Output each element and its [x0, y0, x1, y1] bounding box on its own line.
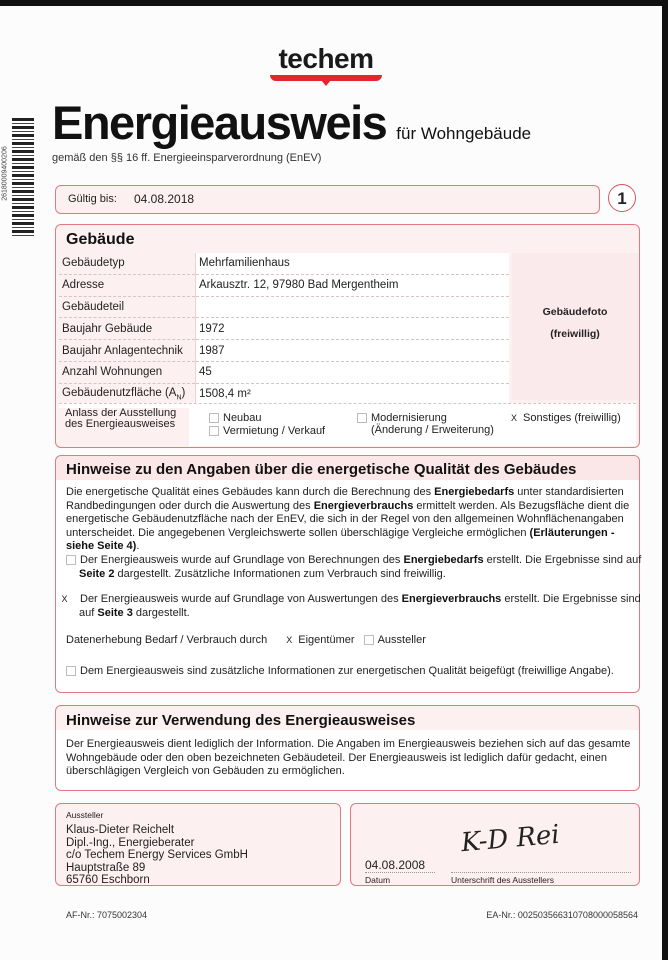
- text: erstellt. Die Ergebnisse sind auf: [79, 593, 641, 619]
- title-row: [52, 96, 531, 150]
- building-photo-placeholder: [512, 253, 638, 400]
- notes-heading: Hinweise zu den Angaben über die energetische Qualität des Gebäudes: [66, 461, 577, 478]
- checkbox-label: Sonstiges (freiwillig): [523, 412, 621, 424]
- table-row: [59, 340, 509, 362]
- checkbox-checked[interactable]: X: [510, 413, 517, 424]
- table-row: [59, 274, 509, 296]
- text: ermittelt werden. Als Bezugsfläche dient die energetische Gebäudenutzfläche nach der EnEV, die sich in der Regel von den allgemeinen Wohnflächenangaben unterscheidet. Die angegebenen Vergleichswerte sollen überschlägige Vergleiche ermöglichen: [66, 499, 630, 539]
- signature-box: [350, 803, 640, 886]
- validity-value: 04.08.2018: [134, 192, 195, 206]
- row-value: 45: [196, 361, 510, 383]
- bold-text: Seite 2: [79, 567, 115, 580]
- notes-intro: [66, 486, 631, 554]
- page-title: Energieausweis: [52, 96, 387, 149]
- validity-label: Gültig bis:: [68, 193, 117, 205]
- reason-label: [59, 408, 189, 446]
- row-label: Baujahr Gebäude: [59, 318, 196, 340]
- owner-option[interactable]: [284, 634, 354, 646]
- checkbox-label: Aussteller: [377, 634, 426, 646]
- row-label: Adresse: [59, 274, 196, 296]
- label-text: Gebäudenutzfläche (A: [62, 387, 177, 400]
- scan-border-right: [662, 0, 668, 960]
- option-consumption[interactable]: [61, 593, 644, 620]
- checkbox-label-2: (Änderung / Erweiterung): [371, 424, 494, 436]
- subtitle: gemäß den §§ 16 ff. Energieeinsparverordnung (EnEV): [52, 152, 322, 164]
- building-heading: Gebäude: [66, 231, 135, 248]
- photo-note: (freiwillig): [550, 328, 600, 340]
- row-value: [196, 296, 510, 318]
- photo-label: Gebäudefoto: [542, 306, 608, 318]
- issuer-address: [66, 824, 248, 887]
- row-value: 1508,4 m²: [196, 383, 510, 405]
- date-label: Datum: [365, 875, 391, 885]
- issuer-box: [55, 803, 341, 886]
- logo-swoosh: [270, 75, 382, 81]
- table-row: [59, 296, 509, 318]
- row-label: Gebäudetyp: [59, 253, 196, 274]
- issuer-line: c/o Techem Energy Services GmbH: [66, 849, 248, 861]
- validity-box: [55, 185, 600, 214]
- bold-text: Energieverbrauchs: [401, 593, 502, 605]
- usage-section: [55, 705, 640, 791]
- data-collection-label: Datenerhebung Bedarf / Verbrauch durch: [66, 634, 268, 646]
- page-number: 1: [608, 184, 636, 212]
- text: .: [136, 540, 140, 553]
- checkbox[interactable]: [209, 413, 219, 423]
- building-table: [59, 253, 509, 406]
- row-value: 1987: [196, 340, 510, 362]
- text: dargestellt. Zusätzliche Informationen zum Verbrauch sind freiwillig.: [114, 567, 446, 580]
- checkbox[interactable]: [364, 635, 374, 645]
- label-end: ): [181, 387, 186, 400]
- notes-section: [55, 455, 640, 693]
- reason-label-line: des Energieausweises: [65, 418, 176, 430]
- af-number: AF-Nr.: 7075002304: [66, 910, 148, 920]
- option-additional-info[interactable]: [66, 665, 644, 679]
- checkbox-checked[interactable]: X: [286, 635, 293, 646]
- text: Dem Energieausweis sind zusätzliche Informationen zur energetischen Qualität beigefügt (freiwillige Angabe).: [80, 665, 614, 677]
- bold-text: (Erläuterungen - siehe Seite 4): [66, 526, 615, 553]
- checkbox-label: Eigentümer: [298, 634, 355, 646]
- checkbox[interactable]: [357, 413, 367, 423]
- reason-label-line: Anlass der Ausstellung: [65, 407, 177, 419]
- techem-logo: [270, 44, 382, 81]
- signature: K-D Rei: [459, 819, 561, 859]
- issuer-line: 65760 Eschborn: [66, 874, 150, 886]
- option-demand[interactable]: [66, 554, 644, 581]
- reason-other[interactable]: [509, 412, 621, 424]
- signature-line: [451, 872, 631, 873]
- row-label: Baujahr Anlagentechnik: [59, 340, 196, 362]
- issuer-label: Aussteller: [66, 810, 104, 820]
- text: Der Energieausweis wurde auf Grundlage von Berechnungen des: [80, 554, 404, 566]
- usage-heading: Hinweise zur Verwendung des Energieausweises: [66, 712, 416, 729]
- signature-label: Unterschrift des Ausstellers: [451, 875, 554, 885]
- checkbox-label: Neubau: [223, 412, 262, 424]
- scan-border-top: [0, 0, 668, 6]
- building-section: [55, 224, 640, 448]
- label-subscript: N: [176, 394, 182, 402]
- reason-modernisation[interactable]: [357, 412, 494, 436]
- table-row: [59, 361, 509, 383]
- date-line: [365, 872, 435, 873]
- issue-date: 04.08.2008: [365, 858, 426, 872]
- checkbox[interactable]: [66, 666, 76, 676]
- checkbox-label: Modernisierung: [371, 412, 447, 424]
- row-label: [59, 383, 196, 405]
- text: unter standardisierten Randbedingungen oder durch die Auswertung des: [66, 486, 624, 512]
- ea-number: EA-Nr.: 002503566310708000058564: [486, 910, 638, 920]
- row-value: Mehrfamilienhaus: [196, 253, 510, 274]
- issuer-line: Hauptstraße 89: [66, 861, 146, 874]
- bold-text: Seite 3: [97, 606, 133, 619]
- issuer-line: Dipl.-Ing., Energieberater: [66, 836, 195, 849]
- row-value: Arkausztr. 12, 97980 Bad Mergentheim: [196, 274, 510, 296]
- data-collection: [66, 634, 426, 648]
- row-label: Anzahl Wohnungen: [59, 361, 196, 383]
- checkbox-label: Vermietung / Verkauf: [223, 425, 326, 437]
- reason-row: [59, 403, 636, 446]
- checkbox[interactable]: [66, 555, 76, 565]
- reason-neubau[interactable]: [209, 412, 262, 424]
- barcode-number: 26180009400206: [1, 146, 9, 201]
- usage-text: Der Energieausweis dient lediglich der Information. Die Angaben im Energieausweis beziehen sich auf das gesamte Wohngebäude oder den oben bezeichneten Gebäudeteil. Der Energieausweis ist lediglich dafür gedacht, einen überschlägigen Vergleich von Gebäuden zu ermöglichen.: [66, 738, 631, 778]
- table-row: [59, 383, 509, 405]
- issuer-line: Klaus-Dieter Reichelt: [66, 824, 175, 836]
- reason-rental-sale[interactable]: [209, 425, 325, 437]
- text: Der Energieausweis wurde auf Grundlage von Auswertungen des: [80, 593, 402, 605]
- row-value: 1972: [196, 318, 510, 340]
- table-row: [59, 318, 509, 340]
- table-row: [59, 253, 509, 274]
- row-label: Gebäudeteil: [59, 296, 196, 318]
- barcode: [12, 118, 34, 236]
- bold-text: Energiebedarfs: [434, 486, 515, 498]
- text: Die energetische Qualität eines Gebäudes kann durch die Berechnung des: [66, 486, 435, 498]
- bold-text: Energiebedarfs: [403, 554, 484, 566]
- checkbox-checked[interactable]: X: [61, 594, 68, 605]
- text: erstellt. Die Ergebnisse sind auf: [483, 554, 642, 566]
- issuer-option[interactable]: [364, 634, 426, 646]
- bold-text: Energieverbrauchs: [313, 499, 414, 512]
- logo-text: techem: [278, 43, 374, 74]
- title-suffix: für Wohngebäude: [396, 124, 532, 143]
- checkbox[interactable]: [209, 426, 219, 436]
- text: dargestellt.: [132, 606, 190, 619]
